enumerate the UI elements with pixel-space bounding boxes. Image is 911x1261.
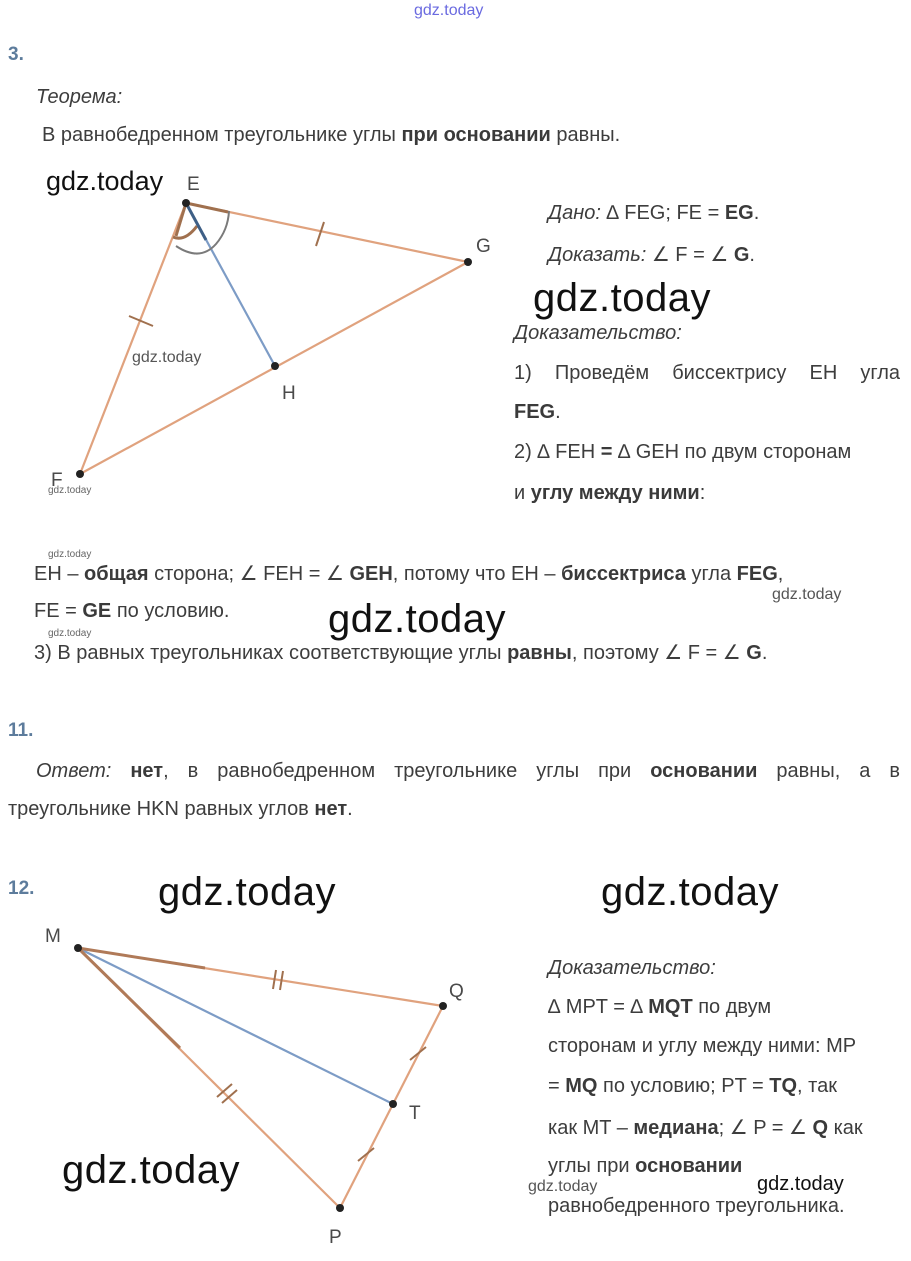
label-m: M — [45, 926, 61, 947]
watermark: gdz.today — [533, 276, 711, 320]
section-3-number: 3. — [8, 44, 24, 65]
proof-12-line-3: = MQ по условию; PT = TQ, так — [548, 1075, 837, 1097]
watermark: gdz.today — [48, 485, 92, 496]
section-12-number: 12. — [8, 878, 35, 899]
proof-12-line-4: как MT – медиана; ∠ P = ∠ Q как — [548, 1117, 863, 1139]
prove-line: Доказать: ∠ F = ∠ G. — [548, 244, 755, 266]
step-1: 1) Проведём биссектрису EH угла — [514, 362, 900, 384]
point-q — [439, 1002, 447, 1010]
proof-12-line-1: ∆ MPT = ∆ MQT по двум — [548, 996, 772, 1018]
watermark: gdz.today — [48, 628, 92, 639]
proof-line-c: 3) В равных треугольниках соответствующие углы равны, поэтому ∠ F = ∠ G. — [34, 642, 768, 664]
watermark: gdz.today — [48, 549, 92, 560]
point-t — [389, 1100, 397, 1108]
proof-12-label: Доказательство: — [548, 957, 716, 979]
proof-12-line-6: равнобедренного треугольника. — [548, 1195, 845, 1217]
point-p — [336, 1204, 344, 1212]
proof-12-line-2: сторонам и углу между ними: MP — [548, 1035, 857, 1057]
label-q: Q — [449, 981, 464, 1002]
proof-line-a: EH – общая сторона; ∠ FEH = ∠ GEH, потому что EH – биссектриса угла FEG, — [34, 563, 784, 585]
watermark: gdz.today — [757, 1173, 844, 1195]
step-2-end: и углу между ними: — [514, 482, 706, 504]
label-h: H — [282, 383, 296, 404]
theorem-text: В равнобедренном треугольнике углы при основании равны. — [42, 124, 621, 146]
proof-12-line-5: углы при основании — [548, 1155, 743, 1177]
step-2: 2) ∆ FEH = ∆ GEH по двум сторонам — [514, 441, 852, 463]
label-g: G — [476, 236, 491, 257]
theorem-label: Теорема: — [36, 86, 123, 108]
watermark: gdz.today — [46, 166, 164, 196]
proof-line-b: FE = GE по условию. — [34, 600, 230, 622]
watermark-top: gdz.today — [414, 2, 484, 19]
section-11-number: 11. — [8, 720, 34, 741]
label-f: F — [51, 470, 63, 491]
label-p: P — [329, 1227, 342, 1248]
point-m — [74, 944, 82, 952]
label-t: T — [409, 1103, 421, 1124]
watermark: gdz.today — [528, 1178, 598, 1195]
step-1-end: FEG. — [514, 401, 561, 423]
watermark: gdz.today — [158, 870, 336, 914]
answer-line-2: треугольнике HKN равных углов нет. — [8, 798, 353, 820]
watermark: gdz.today — [601, 870, 779, 914]
median-mt — [78, 948, 393, 1104]
tick-tq — [410, 1047, 426, 1060]
given-line: Дано: ∆ FEG; FE = EG. — [548, 202, 760, 224]
watermark: gdz.today — [772, 586, 842, 603]
proof-label: Доказательство: — [514, 322, 682, 344]
watermark: gdz.today — [62, 1148, 240, 1192]
watermark: gdz.today — [132, 349, 202, 366]
watermark: gdz.today — [328, 597, 506, 641]
label-e: E — [187, 174, 200, 195]
answer-line-1: Ответ: нет, в равнобедренном треугольнике углы при основании равны, а в — [36, 760, 900, 782]
